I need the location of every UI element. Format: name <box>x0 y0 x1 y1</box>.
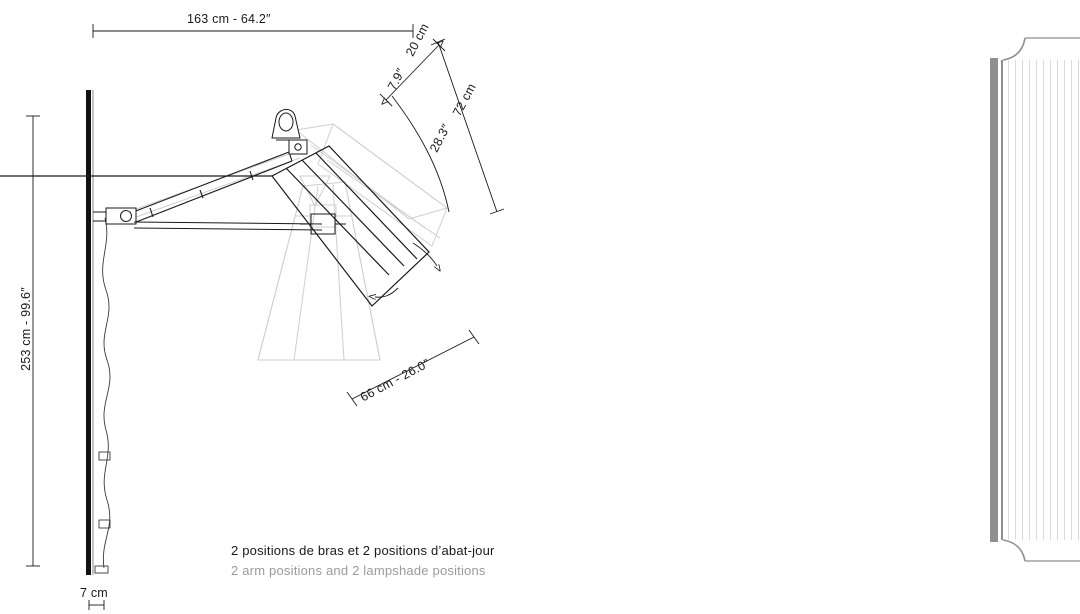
ghost-positions <box>128 124 447 360</box>
height-dimension-label: 253 cm - 99.6″ <box>19 287 33 371</box>
lamp-lower-rod <box>134 222 322 230</box>
shade-bracket <box>300 214 346 234</box>
width-dimension-label: 163 cm - 64.2″ <box>187 12 271 26</box>
lower-span-dimension-label: 66 cm - 26.0″ <box>358 356 433 405</box>
arm-reach-dimension-label-in: 28.3″ <box>427 121 454 155</box>
wall-mount-rail <box>86 90 93 575</box>
caption-french: 2 positions de bras et 2 positions d’abat-jour <box>231 543 495 558</box>
shade-small-dimension-label-cm: 20 cm <box>403 21 432 59</box>
rotation-arc-upper <box>392 96 449 212</box>
wall-bracket <box>93 208 136 224</box>
depth-dimension <box>89 600 104 610</box>
wall-section <box>990 38 1080 561</box>
width-dimension <box>93 24 413 38</box>
depth-dimension-label: 7 cm <box>80 586 108 600</box>
power-cord <box>103 218 110 568</box>
lamp-arm <box>128 152 292 224</box>
shade-small-dimension-label-in: 7.9″ <box>385 66 408 93</box>
caption-english: 2 arm positions and 2 lampshade positions <box>231 563 486 578</box>
arm-reach-dimension-label-cm: 72 cm <box>450 81 479 119</box>
cord-clips <box>95 452 110 573</box>
lamp-head-joint <box>272 109 307 154</box>
